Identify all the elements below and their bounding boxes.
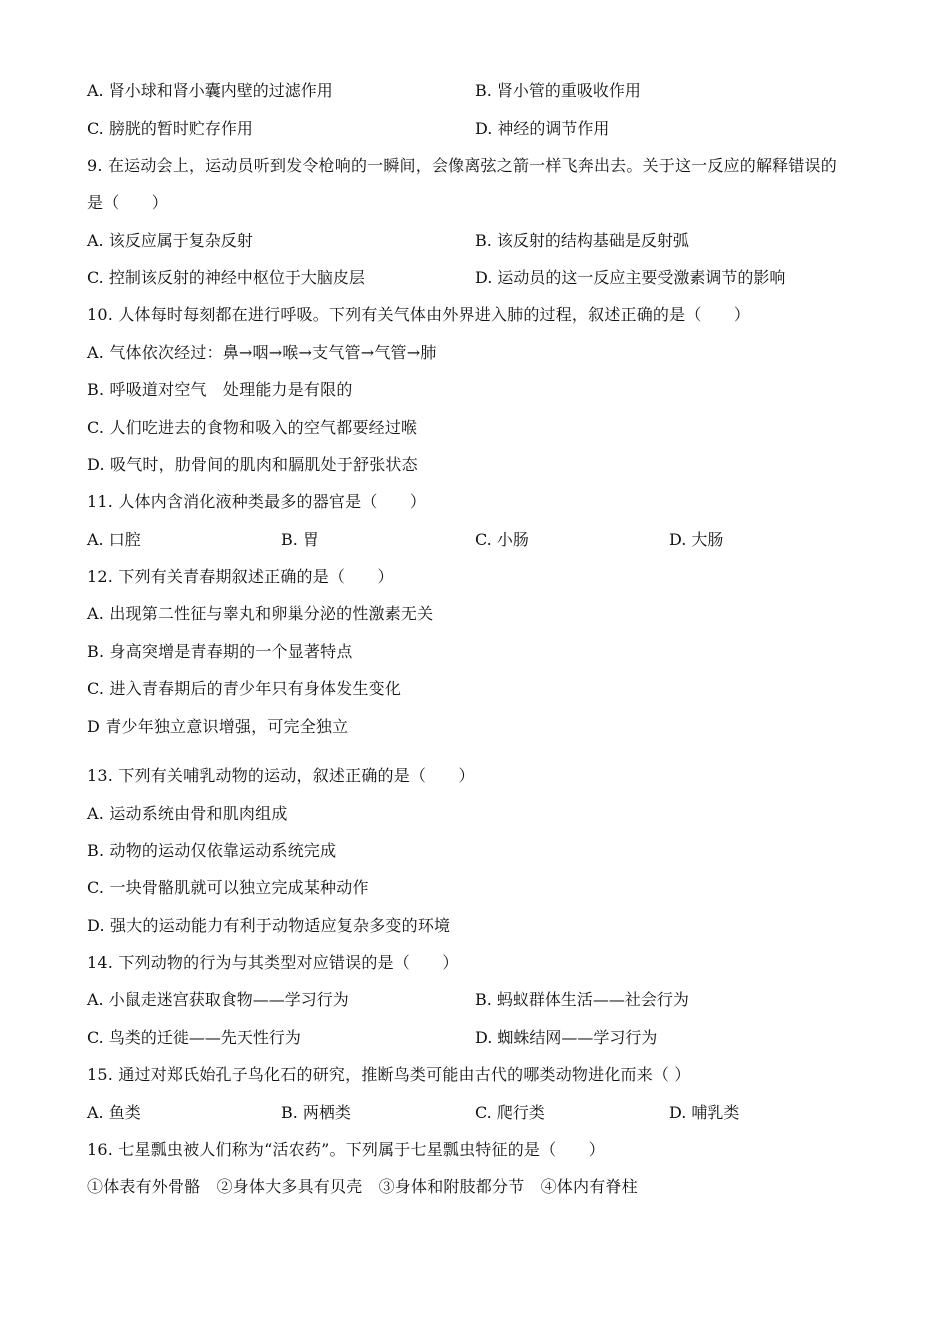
q10-option-a: A. 气体依次经过：鼻→咽→喉→支气管→气管→肺: [87, 343, 437, 362]
q9-option-b: B. 该反射的结构基础是反射弧: [475, 231, 689, 250]
q14-option-d: D. 蜘蛛结网——学习行为: [475, 1028, 658, 1047]
q9-stem-line1: 9. 在运动会上，运动员听到发令枪响的一瞬间，会像离弦之箭一样飞奔出去。关于这一反应的解释错误的: [87, 156, 837, 175]
q14-option-c: C. 鸟类的迁徙——先天性行为: [87, 1028, 301, 1047]
q16-items: ①体表有外骨骼 ②身体大多具有贝壳 ③身体和附肢都分节 ④体内有脊柱: [87, 1177, 638, 1196]
q13-stem: 13. 下列有关哺乳动物的运动，叙述正确的是（ ）: [87, 766, 475, 785]
q11-stem: 11. 人体内含消化液种类最多的器官是（ ）: [87, 492, 427, 511]
q15-stem: 15. 通过对郑氏始孔子鸟化石的研究，推断鸟类可能由古代的哪类动物进化而来（ ）: [87, 1065, 691, 1084]
q12-option-b: B. 身高突增是青春期的一个显著特点: [87, 642, 353, 661]
q8-option-d: D. 神经的调节作用: [475, 119, 610, 138]
q9-stem-line2: 是（ ）: [87, 193, 169, 212]
q14-option-b: B. 蚂蚁群体生活——社会行为: [475, 990, 689, 1009]
q14-stem: 14. 下列动物的行为与其类型对应错误的是（ ）: [87, 953, 459, 972]
q12-stem: 12. 下列有关青春期叙述正确的是（ ）: [87, 567, 394, 586]
q11-option-b: B. 胃: [281, 530, 319, 549]
q9-option-c: C. 控制该反射的神经中枢位于大脑皮层: [87, 268, 365, 287]
q8-option-b: B. 肾小管的重吸收作用: [475, 81, 641, 100]
q11-option-a: A. 口腔: [87, 530, 141, 549]
q11-option-c: C. 小肠: [475, 530, 529, 549]
q14-option-a: A. 小鼠走迷宫获取食物——学习行为: [87, 990, 349, 1009]
q15-option-b: B. 两栖类: [281, 1103, 351, 1122]
q10-option-b: B. 呼吸道对空气 处理能力是有限的: [87, 380, 353, 399]
q13-option-c: C. 一块骨骼肌就可以独立完成某种动作: [87, 878, 369, 897]
q13-option-b: B. 动物的运动仅依靠运动系统完成: [87, 841, 337, 860]
q15-option-d: D. 哺乳类: [669, 1103, 740, 1122]
q12-option-c: C. 进入青春期后的青少年只有身体发生变化: [87, 679, 402, 698]
q12-option-d: D 青少年独立意识增强，可完全独立: [87, 717, 349, 736]
q8-option-a: A. 肾小球和肾小囊内壁的过滤作用: [87, 81, 333, 100]
q10-option-c: C. 人们吃进去的食物和吸入的空气都要经过喉: [87, 418, 418, 437]
q10-option-d: D. 吸气时，肋骨间的肌肉和膈肌处于舒张状态: [87, 455, 418, 474]
q16-stem: 16. 七星瓢虫被人们称为“活农药”。下列属于七星瓢虫特征的是（ ）: [87, 1140, 605, 1159]
q13-option-d: D. 强大的运动能力有利于动物适应复杂多变的环境: [87, 916, 451, 935]
q13-option-a: A. 运动系统由骨和肌肉组成: [87, 804, 288, 823]
q9-option-d: D. 运动员的这一反应主要受激素调节的影响: [475, 268, 786, 287]
q12-option-a: A. 出现第二性征与睾丸和卵巢分泌的性激素无关: [87, 604, 434, 623]
q9-option-a: A. 该反应属于复杂反射: [87, 231, 253, 250]
q10-stem: 10. 人体每时每刻都在进行呼吸。下列有关气体由外界进入肺的过程，叙述正确的是（ ）: [87, 305, 751, 324]
q15-option-c: C. 爬行类: [475, 1103, 545, 1122]
q8-option-c: C. 膀胱的暂时贮存作用: [87, 119, 253, 138]
q15-option-a: A. 鱼类: [87, 1103, 141, 1122]
q11-option-d: D. 大肠: [669, 530, 724, 549]
